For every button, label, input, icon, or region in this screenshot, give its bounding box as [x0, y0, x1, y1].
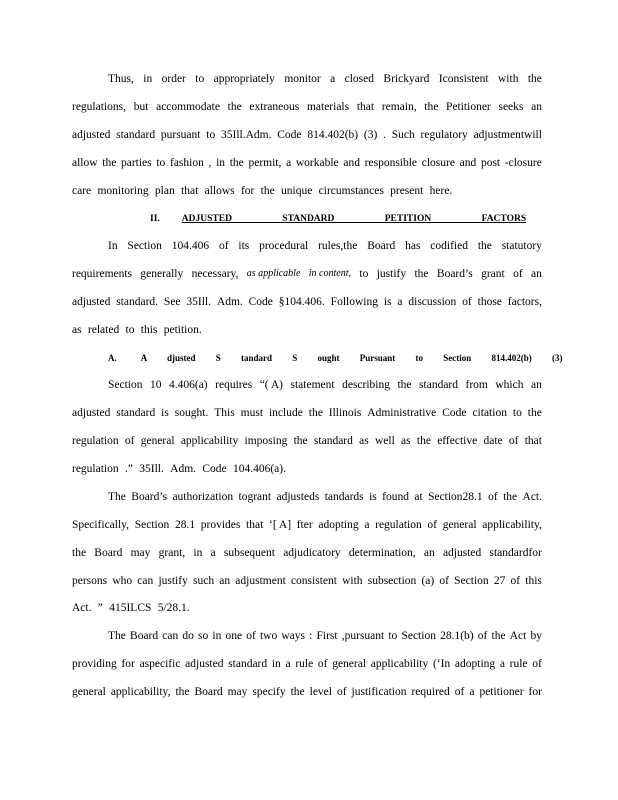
word: Section — [401, 630, 436, 642]
word: statutory — [501, 240, 542, 252]
word: Board — [367, 240, 396, 252]
word: Act — [509, 630, 527, 642]
word: a — [286, 157, 292, 169]
word: by — [530, 630, 542, 642]
word: can — [162, 630, 179, 642]
paragraph-line — [72, 573, 542, 589]
word: so — [198, 630, 209, 642]
word: two — [259, 630, 278, 642]
word: requirements — [72, 268, 133, 280]
paragraph-line — [108, 628, 542, 644]
word: fashion — [169, 157, 204, 169]
word: Such — [391, 129, 415, 141]
word: of — [462, 296, 472, 308]
word: pursuant — [160, 129, 201, 141]
paragraph-line — [108, 71, 542, 87]
word: an — [531, 101, 542, 113]
subsection-heading-letter: A. — [108, 353, 117, 363]
word: the — [308, 407, 323, 419]
word: for — [121, 658, 135, 670]
word: with — [498, 73, 519, 85]
word: and — [459, 157, 477, 169]
word: (‘In — [432, 658, 451, 670]
word: a — [330, 73, 336, 85]
word: accommodate — [156, 101, 220, 113]
word: adjusted — [185, 658, 224, 670]
word: date — [483, 435, 503, 447]
word: describing — [342, 379, 390, 391]
word: adjustmentwill — [473, 129, 542, 141]
word: of — [317, 658, 328, 670]
word: to — [195, 73, 205, 85]
word: circumstances — [318, 185, 384, 197]
word: in content, — [308, 268, 351, 279]
word: the — [527, 73, 542, 85]
word: closure — [421, 157, 455, 169]
word: applicability — [370, 658, 429, 670]
word: monitor — [284, 73, 321, 85]
word: in — [212, 630, 222, 642]
word: persons — [72, 575, 108, 587]
section-heading — [150, 211, 527, 227]
paragraph-line — [108, 377, 542, 393]
word: with — [342, 575, 363, 587]
word: 35Ill.Adm. — [220, 129, 272, 141]
word: rule — [295, 658, 314, 670]
word: aspecific — [139, 658, 181, 670]
word: standard — [116, 129, 156, 141]
word: of — [124, 435, 135, 447]
word: ‘[ A] — [268, 519, 292, 531]
word: the — [477, 240, 492, 252]
word: togrant — [238, 491, 272, 503]
word: an — [219, 575, 231, 587]
word: the — [102, 157, 117, 169]
word: an — [530, 379, 542, 391]
word: adjusted — [442, 547, 482, 559]
paragraph-line — [72, 127, 542, 143]
word: that — [356, 101, 375, 113]
word: providing — [72, 658, 117, 670]
paragraph-line — [72, 405, 542, 421]
word: the — [414, 268, 429, 280]
word: Adm. — [216, 296, 243, 308]
word: petition. — [163, 324, 202, 336]
subsection-heading — [108, 350, 563, 366]
word: the — [416, 435, 431, 447]
word: the — [397, 379, 412, 391]
word: 28.1 — [174, 519, 196, 531]
word: applicability, — [110, 686, 171, 698]
word: Act. — [522, 491, 542, 503]
word: of — [439, 575, 449, 587]
word: adjusteds — [276, 491, 320, 503]
word: Board’s — [436, 268, 473, 280]
word: , — [208, 157, 212, 169]
word: subsequent — [223, 547, 275, 559]
paragraph-line — [72, 600, 542, 616]
word: those — [477, 296, 502, 308]
word: such — [193, 575, 215, 587]
word: to — [156, 157, 166, 169]
word: 28.1(b) — [440, 630, 474, 642]
word: provides — [200, 519, 241, 531]
paragraph-line — [72, 517, 542, 533]
word: regulation — [375, 519, 422, 531]
word: 35Ill. — [186, 296, 212, 308]
word: order — [161, 73, 186, 85]
word: has — [405, 240, 421, 252]
word: 35Ill. — [139, 463, 164, 475]
paragraph-line — [72, 322, 542, 338]
word: to — [388, 630, 398, 642]
paragraph-line — [72, 183, 542, 199]
word: procedural — [259, 240, 309, 252]
word: regulations, — [72, 101, 126, 113]
word: Adm. — [170, 463, 197, 475]
word: This — [214, 407, 235, 419]
word: the — [503, 491, 518, 503]
word: adjustment — [235, 575, 286, 587]
word: unique — [281, 185, 313, 197]
subsection-heading-title: A djusted S tandard S ought Pursuant to Section 814.402(b) (3) — [140, 353, 563, 363]
word: Petitioner — [446, 101, 491, 113]
word: rules,the — [318, 240, 358, 252]
word: is — [383, 296, 392, 308]
word: of — [454, 686, 465, 698]
word: Board — [194, 686, 223, 698]
word: as — [401, 435, 411, 447]
word: applicability, — [482, 519, 542, 531]
paragraph-line — [72, 656, 542, 672]
word: the — [293, 435, 308, 447]
word: 415ILCS — [109, 602, 152, 614]
word: First — [316, 630, 338, 642]
word: 814.402(b) — [307, 129, 359, 141]
word: adopting — [454, 658, 496, 670]
word: of — [477, 630, 488, 642]
word: the — [527, 407, 542, 419]
word: 5/28.1. — [157, 602, 190, 614]
word: permit, — [248, 157, 282, 169]
word: regulation — [72, 435, 119, 447]
word: may — [227, 686, 248, 698]
paragraph-line — [72, 545, 542, 561]
word: standard. — [116, 296, 159, 308]
word: of — [427, 519, 438, 531]
word: tandards — [324, 491, 364, 503]
word: 10 — [150, 379, 162, 391]
word: ways — [281, 630, 306, 642]
word: present — [390, 185, 424, 197]
paragraph-line — [72, 461, 542, 477]
word: of — [510, 575, 521, 587]
word: the — [290, 686, 305, 698]
word: the — [424, 101, 439, 113]
word: is — [161, 407, 169, 419]
paragraph-line — [72, 433, 542, 449]
word: standard — [116, 407, 156, 419]
word: Board — [130, 630, 159, 642]
word: parties — [121, 157, 152, 169]
word: monitoring — [97, 185, 149, 197]
word: of — [513, 268, 523, 280]
word: generally — [140, 268, 184, 280]
word: closed — [344, 73, 375, 85]
word: a — [364, 519, 370, 531]
word: allows — [204, 185, 235, 197]
word: adopting — [318, 519, 359, 531]
word: a — [285, 658, 291, 670]
word: Act. — [72, 602, 92, 614]
word: Section — [127, 240, 162, 252]
word: petitioner — [479, 686, 524, 698]
word: to — [512, 407, 522, 419]
word: general — [332, 658, 367, 670]
word: which — [495, 379, 524, 391]
word: §104.406. — [278, 296, 325, 308]
word: adjusted — [72, 296, 111, 308]
word: in — [193, 547, 203, 559]
word: .” — [124, 463, 133, 475]
word: to — [206, 129, 216, 141]
word: to — [125, 324, 135, 336]
word: in — [271, 658, 281, 670]
word: Board’s — [131, 491, 168, 503]
word: must — [240, 407, 264, 419]
word: justification — [351, 686, 407, 698]
word: necessary, — [191, 268, 239, 280]
word: materials — [306, 101, 350, 113]
word: Section — [134, 519, 170, 531]
word: effective — [437, 435, 478, 447]
word: in — [216, 157, 226, 169]
paragraph-line — [72, 266, 542, 282]
word: seeks — [498, 101, 524, 113]
word: a — [397, 296, 403, 308]
word: Iconsistent — [438, 73, 489, 85]
word: the — [491, 630, 506, 642]
word: factors, — [507, 296, 542, 308]
word: include — [268, 407, 303, 419]
word: ” — [97, 602, 103, 614]
word: Board — [94, 547, 123, 559]
word: consistent — [290, 575, 337, 587]
word: 27 — [493, 575, 506, 587]
word: specify — [252, 686, 286, 698]
word: general — [442, 519, 477, 531]
word: responsible — [364, 157, 418, 169]
word: requires — [215, 379, 253, 391]
word: rule — [509, 658, 528, 670]
word: as — [359, 435, 369, 447]
word: of — [246, 630, 256, 642]
word: care — [72, 185, 92, 197]
word: this — [140, 324, 158, 336]
word: here. — [429, 185, 453, 197]
word: Section28.1 — [428, 491, 483, 503]
word: general — [72, 686, 106, 698]
word: : — [309, 630, 313, 642]
word: a — [469, 686, 475, 698]
paragraph-line — [72, 155, 542, 171]
word: a — [499, 658, 505, 670]
word: to — [359, 268, 369, 280]
word: standard — [419, 379, 459, 391]
paragraph-line — [72, 99, 542, 115]
word: Code — [248, 296, 273, 308]
paragraph-line — [108, 238, 542, 254]
word: citation — [472, 407, 507, 419]
word: for — [240, 185, 255, 197]
word: related — [87, 324, 120, 336]
word: regulation — [72, 463, 119, 475]
word: allow — [72, 157, 98, 169]
word: an — [531, 268, 542, 280]
word: justify — [376, 268, 407, 280]
word: one — [225, 630, 243, 642]
word: at — [414, 491, 423, 503]
word: Code — [202, 463, 227, 475]
word: may — [130, 547, 151, 559]
word: but — [133, 101, 149, 113]
word: subsection — [367, 575, 417, 587]
word: in — [143, 73, 153, 85]
word: an — [423, 547, 435, 559]
word: determination, — [348, 547, 416, 559]
word: codified — [430, 240, 468, 252]
word: for — [528, 686, 542, 698]
word: found — [382, 491, 409, 503]
word: discussion — [408, 296, 457, 308]
word: fter — [296, 519, 313, 531]
word: ,pursuant — [341, 630, 385, 642]
word: adjudicatory — [283, 547, 341, 559]
word: Thus, — [108, 73, 134, 85]
word: “( A) — [259, 379, 283, 391]
word: . — [383, 129, 386, 141]
word: its — [238, 240, 250, 252]
word: from — [465, 379, 488, 391]
word: -closure — [504, 157, 542, 169]
word: post — [480, 157, 501, 169]
word: the — [229, 157, 244, 169]
paragraph-line — [72, 684, 542, 700]
word: plan — [154, 185, 175, 197]
word: of — [508, 435, 519, 447]
word: imposing — [244, 435, 288, 447]
word: grant — [481, 268, 505, 280]
word: regulatory — [420, 129, 468, 141]
word: authorization — [172, 491, 234, 503]
word: the — [227, 101, 242, 113]
word: Specifically, — [72, 519, 130, 531]
word: the — [72, 547, 87, 559]
word: 4.406(a) — [169, 379, 208, 391]
word: sought. — [174, 407, 209, 419]
word: level — [309, 686, 332, 698]
word: standardfor — [489, 547, 542, 559]
word: that — [524, 435, 542, 447]
word: extraneous — [249, 101, 300, 113]
word: as applicable — [246, 268, 301, 279]
word: The — [108, 491, 126, 503]
word: the — [175, 686, 190, 698]
word: applicability — [180, 435, 239, 447]
word: of — [218, 240, 229, 252]
word: adjusted — [72, 129, 111, 141]
word: Brickyard — [383, 73, 430, 85]
word: grant, — [158, 547, 186, 559]
word: that — [181, 185, 199, 197]
word: justify — [158, 575, 188, 587]
word: remain, — [381, 101, 417, 113]
word: of — [532, 658, 542, 670]
word: is — [369, 491, 377, 503]
word: a — [210, 547, 216, 559]
word: do — [182, 630, 194, 642]
word: The — [108, 630, 126, 642]
word: well — [374, 435, 395, 447]
word: this — [525, 575, 542, 587]
word: that — [246, 519, 264, 531]
word: Section — [108, 379, 143, 391]
word: Code — [442, 407, 467, 419]
word: Illinois — [328, 407, 362, 419]
word: who — [112, 575, 133, 587]
word: of — [488, 491, 498, 503]
word: Following — [330, 296, 378, 308]
word: the — [260, 185, 275, 197]
word: appropriately — [213, 73, 275, 85]
word: as — [72, 324, 82, 336]
word: required — [411, 686, 450, 698]
word: can — [137, 575, 154, 587]
word: Section — [454, 575, 489, 587]
word: See — [163, 296, 181, 308]
word: standard — [313, 435, 353, 447]
section-heading-number: II. — [150, 214, 160, 224]
word: Administrative — [367, 407, 437, 419]
section-heading-title: ADJUSTED STANDARD PETITION FACTORS — [181, 214, 527, 224]
word: Code — [277, 129, 302, 141]
word: standard — [228, 658, 268, 670]
word: 104.406 — [171, 240, 210, 252]
word: of — [336, 686, 347, 698]
word: (3) — [363, 129, 378, 141]
word: general — [140, 435, 175, 447]
word: statement — [290, 379, 335, 391]
word: In — [108, 240, 118, 252]
word: and — [343, 157, 360, 169]
paragraph-line — [108, 489, 542, 505]
word: workable — [295, 157, 339, 169]
paragraph-line — [72, 294, 542, 310]
word: adjusted — [72, 407, 111, 419]
word: 104.406(a). — [232, 463, 286, 475]
word: (a) — [421, 575, 435, 587]
